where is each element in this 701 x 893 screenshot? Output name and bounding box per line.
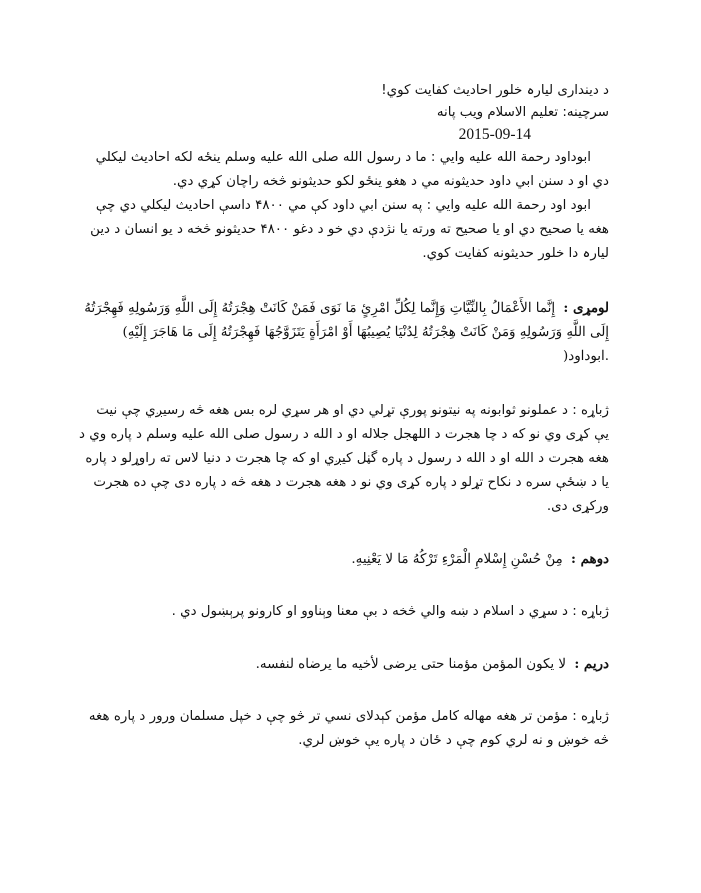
hadith-2-arabic: مِنْ حُسْنِ إِسْلامِ الْمَرْءِ تَرْكُهُ مَا لا يَعْنِيهِ. <box>351 552 563 567</box>
hadith-2-translation: ژباړه : د سړي د اسلام د ښه والي څخه د بې معنا وېناوو او كارونو پرېښول دي . <box>171 604 609 619</box>
article-source: سرچينه: تعليم الاسلام ويب پانه <box>436 105 609 120</box>
article-title: د دينداری ليارہ خلور احاديث كفايت كوي! <box>381 83 609 98</box>
hadith-1-arabic: إِنَّما الأَعْمَالُ بِالنِّيَّاتِ وَإِنَّما لِكُلِّ امْرِئٍ مَا نَوَى فَمَنْ كَانَتْ هِجْرَتُهُ إِلَى اللَّهِ وَرَسُولِهِ فَهِجْرَتُهُ إِلَى اللَّهِ وَرَسُولِهِ وَمَنْ كَانَتْ هِجْرَتُهُ لِدُنْيَا يُصِيبُهَا أَوْ امْرَأَةٍ يَتَزَوَّجُهَا فَهِجْرَتُهُ إِلَى مَا هَاجَرَ إِلَيْهِ) .ابوداود( <box>84 301 609 364</box>
article-date: 2015-09-14 <box>458 126 531 143</box>
hadith-3-label: دريم : <box>574 656 609 672</box>
hadith-3-translation: ژباړه : مؤمن تر هغه مهاله کامل مؤمن کېدلای نسي تر څو چې د خپل مسلمان ورور د پاره هغه څه خوښ و نه لري كوم چې د ځان د پاره يې خوښ لري. <box>88 709 609 748</box>
hadith-1 <box>78 296 609 369</box>
intro-paragraph-2: ابود اود رحمة الله عليه وايي : په سنن ابي داود کې مي ۴۸۰۰ داسې احاديث ليکلي دي چې هغه يا صحيح دي او يا صحيح ته ورته يا نژدې دي خو د دغو ۴۸۰۰ حديثونو څخه د يو انسان د دين ليارہ دا خلور حديثونه كفايت كوي. <box>90 198 609 261</box>
hadith-2-label: دوهم : <box>570 551 609 567</box>
hadith-3 <box>78 652 609 677</box>
hadith-1-translation: ژباړه : د عملونو ثوابونه په نيتونو پورې تړلي دي او هر سړي لره بس هغه څه رسيږي چې نيت يې کړی وي نو كه د چا هجرت د اللهجل جلاله او د الله د رسول صلى الله عليه وسلم د پاره وي د هغه هجرت د الله او د الله د رسول د پاره گڼل کيږي او كه چا هجرت د دنيا لاس ته راوړلو د پاره يا د ښځې سره د نكاح تړلو د پاره كړی وي نو د هغه هجرت د هغه څه د پاره دی چې ده هجرت وركړی دی. <box>79 403 609 514</box>
hadith-3-arabic: لا يكون المؤمن مؤمنا حتى يرضى لأخيه ما يرضاه لنفسه. <box>255 657 567 672</box>
intro-paragraph-1: ابوداود رحمة الله عليه وايي : ما د رسول الله صلى الله عليه وسلم ينځه لکه احاديث ليکلي دي او د سنن ابي داود حديثونه مي د هغو ينځو لکو حديثونو څخه راچان كړي دي. <box>95 150 609 189</box>
hadith-2 <box>78 547 609 572</box>
hadith-1-label: لومړی : <box>563 300 609 316</box>
